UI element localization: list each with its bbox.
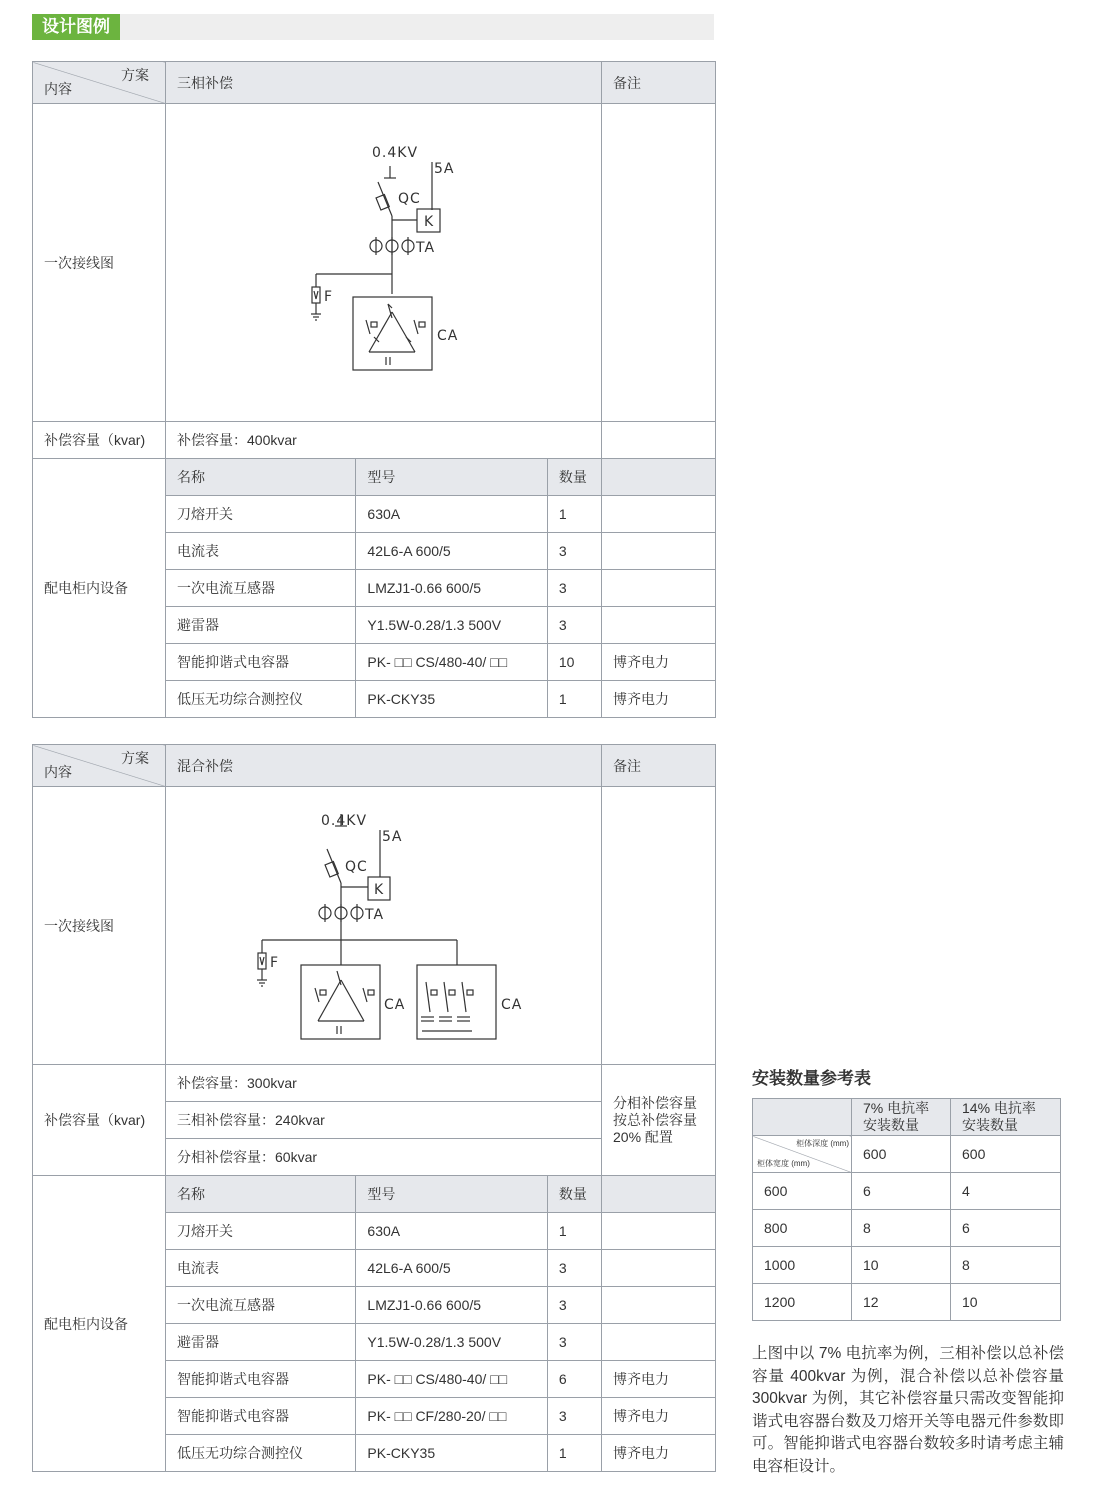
item-qty: 3 xyxy=(547,1250,601,1287)
item-model: Y1.5W-0.28/1.3 500V xyxy=(356,1324,547,1361)
item-note: 博齐电力 xyxy=(602,681,716,718)
item-qty: 1 xyxy=(547,1435,601,1472)
item-note: 博齐电力 xyxy=(602,1398,716,1435)
item-qty: 1 xyxy=(547,496,601,533)
scheme-label: 方案 xyxy=(121,67,149,83)
item-model: 630A xyxy=(356,1213,547,1250)
capacity-label: 补偿容量（kvar) xyxy=(33,422,166,459)
capacitor-label: CA xyxy=(437,328,459,344)
item-name: 避雷器 xyxy=(166,1324,356,1361)
table-row xyxy=(753,1210,1061,1247)
col-header-line: 7% 电抗率 xyxy=(863,1100,930,1116)
single-line-diagram xyxy=(166,104,601,421)
table-row xyxy=(753,1247,1061,1284)
item-name: 一次电流互感器 xyxy=(166,1287,356,1324)
item-note: 博齐电力 xyxy=(602,644,716,681)
item-note xyxy=(602,570,716,607)
item-qty: 3 xyxy=(547,1324,601,1361)
item-qty: 1 xyxy=(547,1213,601,1250)
item-name: 刀熔开关 xyxy=(166,1213,356,1250)
wiring-label: 一次接线图 xyxy=(33,104,166,422)
item-qty: 10 xyxy=(547,644,601,681)
item-model: PK-CKY35 xyxy=(356,1435,547,1472)
item-name: 低压无功综合测控仪 xyxy=(166,681,356,718)
col-header-line: 安装数量 xyxy=(863,1117,919,1133)
reference-table xyxy=(752,1098,1061,1321)
item-qty: 3 xyxy=(547,570,601,607)
wiring-diagram-2 xyxy=(166,787,602,1065)
item-name: 避雷器 xyxy=(166,607,356,644)
col-header-line: 14% 电抗率 xyxy=(962,1100,1036,1116)
depth-value: 600 xyxy=(951,1136,1061,1173)
scheme2-name: 混合补偿 xyxy=(166,745,602,787)
scheme1-table xyxy=(32,61,716,718)
ct-ratio-label: 5A xyxy=(434,161,455,177)
transformer-label: TA xyxy=(365,907,385,923)
item-note xyxy=(602,1250,716,1287)
item-model: PK- □□ CS/480-40/ □□ xyxy=(356,644,547,681)
width-label: 柜体宽度 (mm) xyxy=(757,1159,810,1168)
qty-14pct: 10 xyxy=(951,1284,1061,1321)
item-note: 博齐电力 xyxy=(602,1361,716,1398)
item-name: 一次电流互感器 xyxy=(166,570,356,607)
table-row xyxy=(753,1284,1061,1321)
depth-value: 600 xyxy=(852,1136,951,1173)
dimension-corner xyxy=(753,1136,852,1173)
item-qty: 1 xyxy=(547,681,601,718)
item-model: 42L6-A 600/5 xyxy=(356,1250,547,1287)
item-qty: 3 xyxy=(547,533,601,570)
section-title: 设计图例 xyxy=(32,14,120,40)
item-note xyxy=(602,1213,716,1250)
item-model: PK-CKY35 xyxy=(356,681,547,718)
item-name: 电流表 xyxy=(166,533,356,570)
qty-7pct: 6 xyxy=(852,1173,951,1210)
item-qty: 3 xyxy=(547,1398,601,1435)
corner-header xyxy=(33,62,166,104)
equipment-label: 配电柜内设备 xyxy=(33,459,166,718)
item-name: 电流表 xyxy=(166,1250,356,1287)
qty-7pct: 8 xyxy=(852,1210,951,1247)
col-name-header: 名称 xyxy=(166,1176,356,1213)
item-model: PK- □□ CF/280-20/ □□ xyxy=(356,1398,547,1435)
capacity-note xyxy=(602,1065,716,1176)
item-note xyxy=(602,607,716,644)
capacitor-label: CA xyxy=(384,997,406,1013)
equipment-label: 配电柜内设备 xyxy=(33,1176,166,1472)
content-label: 内容 xyxy=(44,764,72,780)
capacity-three-phase: 三相补偿容量：240kvar xyxy=(166,1102,602,1139)
arrester-label: F xyxy=(270,955,280,971)
transformer-label: TA xyxy=(416,240,436,256)
col-14pct-header xyxy=(951,1099,1061,1136)
capacity-split-phase: 分相补偿容量：60kvar xyxy=(166,1139,602,1176)
reference-title: 安装数量参考表 xyxy=(752,1069,871,1088)
item-model: 42L6-A 600/5 xyxy=(356,533,547,570)
remarks-header: 备注 xyxy=(602,745,716,787)
item-note xyxy=(602,1324,716,1361)
width-value: 1200 xyxy=(753,1284,852,1321)
scheme2-table xyxy=(32,744,716,1472)
item-qty: 6 xyxy=(547,1361,601,1398)
scheme1-capacity: 补偿容量：400kvar xyxy=(166,422,602,459)
ct-ratio-label: 5A xyxy=(382,829,403,845)
col-name-header: 名称 xyxy=(166,459,356,496)
capacity-note-line: 按总补偿容量 xyxy=(613,1111,697,1128)
voltage-label: 0.4KV xyxy=(321,813,368,829)
qty-7pct: 12 xyxy=(852,1284,951,1321)
capacity-label: 补偿容量（kvar) xyxy=(33,1065,166,1176)
item-note xyxy=(602,533,716,570)
qty-7pct: 10 xyxy=(852,1247,951,1284)
col-model-header: 型号 xyxy=(356,1176,547,1213)
capacity-total: 补偿容量：300kvar xyxy=(166,1065,602,1102)
width-value: 1000 xyxy=(753,1247,852,1284)
item-name: 智能抑谐式电容器 xyxy=(166,1361,356,1398)
col-qty-header: 数量 xyxy=(547,459,601,496)
width-value: 600 xyxy=(753,1173,852,1210)
capacitor-label: CA xyxy=(501,997,523,1013)
section-header-bar xyxy=(32,14,714,40)
item-model: PK- □□ CS/480-40/ □□ xyxy=(356,1361,547,1398)
item-qty: 3 xyxy=(547,607,601,644)
capacity-note-line: 20% 配置 xyxy=(613,1128,673,1145)
scheme1-name: 三相补偿 xyxy=(166,62,602,104)
wiring-label: 一次接线图 xyxy=(33,787,166,1065)
item-model: 630A xyxy=(356,496,547,533)
col-qty-header: 数量 xyxy=(547,1176,601,1213)
item-name: 智能抑谐式电容器 xyxy=(166,644,356,681)
content-label: 内容 xyxy=(44,81,72,97)
item-name: 低压无功综合测控仪 xyxy=(166,1435,356,1472)
qty-14pct: 4 xyxy=(951,1173,1061,1210)
depth-label: 柜体深度 (mm) xyxy=(796,1139,849,1148)
item-name: 智能抑谐式电容器 xyxy=(166,1398,356,1435)
width-value: 800 xyxy=(753,1210,852,1247)
item-name: 刀熔开关 xyxy=(166,496,356,533)
corner-header xyxy=(33,745,166,787)
item-model: LMZJ1-0.66 600/5 xyxy=(356,570,547,607)
switch-label: QC xyxy=(345,859,368,875)
single-line-diagram xyxy=(166,787,601,1064)
item-qty: 3 xyxy=(547,1287,601,1324)
scheme-label: 方案 xyxy=(121,750,149,766)
item-model: LMZJ1-0.66 600/5 xyxy=(356,1287,547,1324)
qty-14pct: 6 xyxy=(951,1210,1061,1247)
col-model-header: 型号 xyxy=(356,459,547,496)
qty-14pct: 8 xyxy=(951,1247,1061,1284)
item-note xyxy=(602,1287,716,1324)
voltage-label: 0.4KV xyxy=(372,145,419,161)
controller-label: K xyxy=(424,214,435,230)
wiring-diagram-1 xyxy=(166,104,602,422)
switch-label: QC xyxy=(398,191,421,207)
item-note xyxy=(602,496,716,533)
arrester-label: F xyxy=(324,289,334,305)
item-model: Y1.5W-0.28/1.3 500V xyxy=(356,607,547,644)
item-note: 博齐电力 xyxy=(602,1435,716,1472)
controller-label: K xyxy=(374,882,385,898)
table-row xyxy=(753,1173,1061,1210)
col-7pct-header xyxy=(852,1099,951,1136)
col-header-line: 安装数量 xyxy=(962,1117,1018,1133)
explanatory-note: 上图中以 7% 电抗率为例，三相补偿以总补偿容量 400kvar 为例，混合补偿以总补偿容量 300kvar 为例，其它补偿容量只需改变智能抑谐式电容器台数及刀熔开关等电器元件参数即可。智能抑谐式电容器台数较多时请考虑主辅电容柜设计。 xyxy=(752,1345,1064,1475)
capacity-note-line: 分相补偿容量 xyxy=(613,1094,697,1111)
remarks-header: 备注 xyxy=(602,62,716,104)
